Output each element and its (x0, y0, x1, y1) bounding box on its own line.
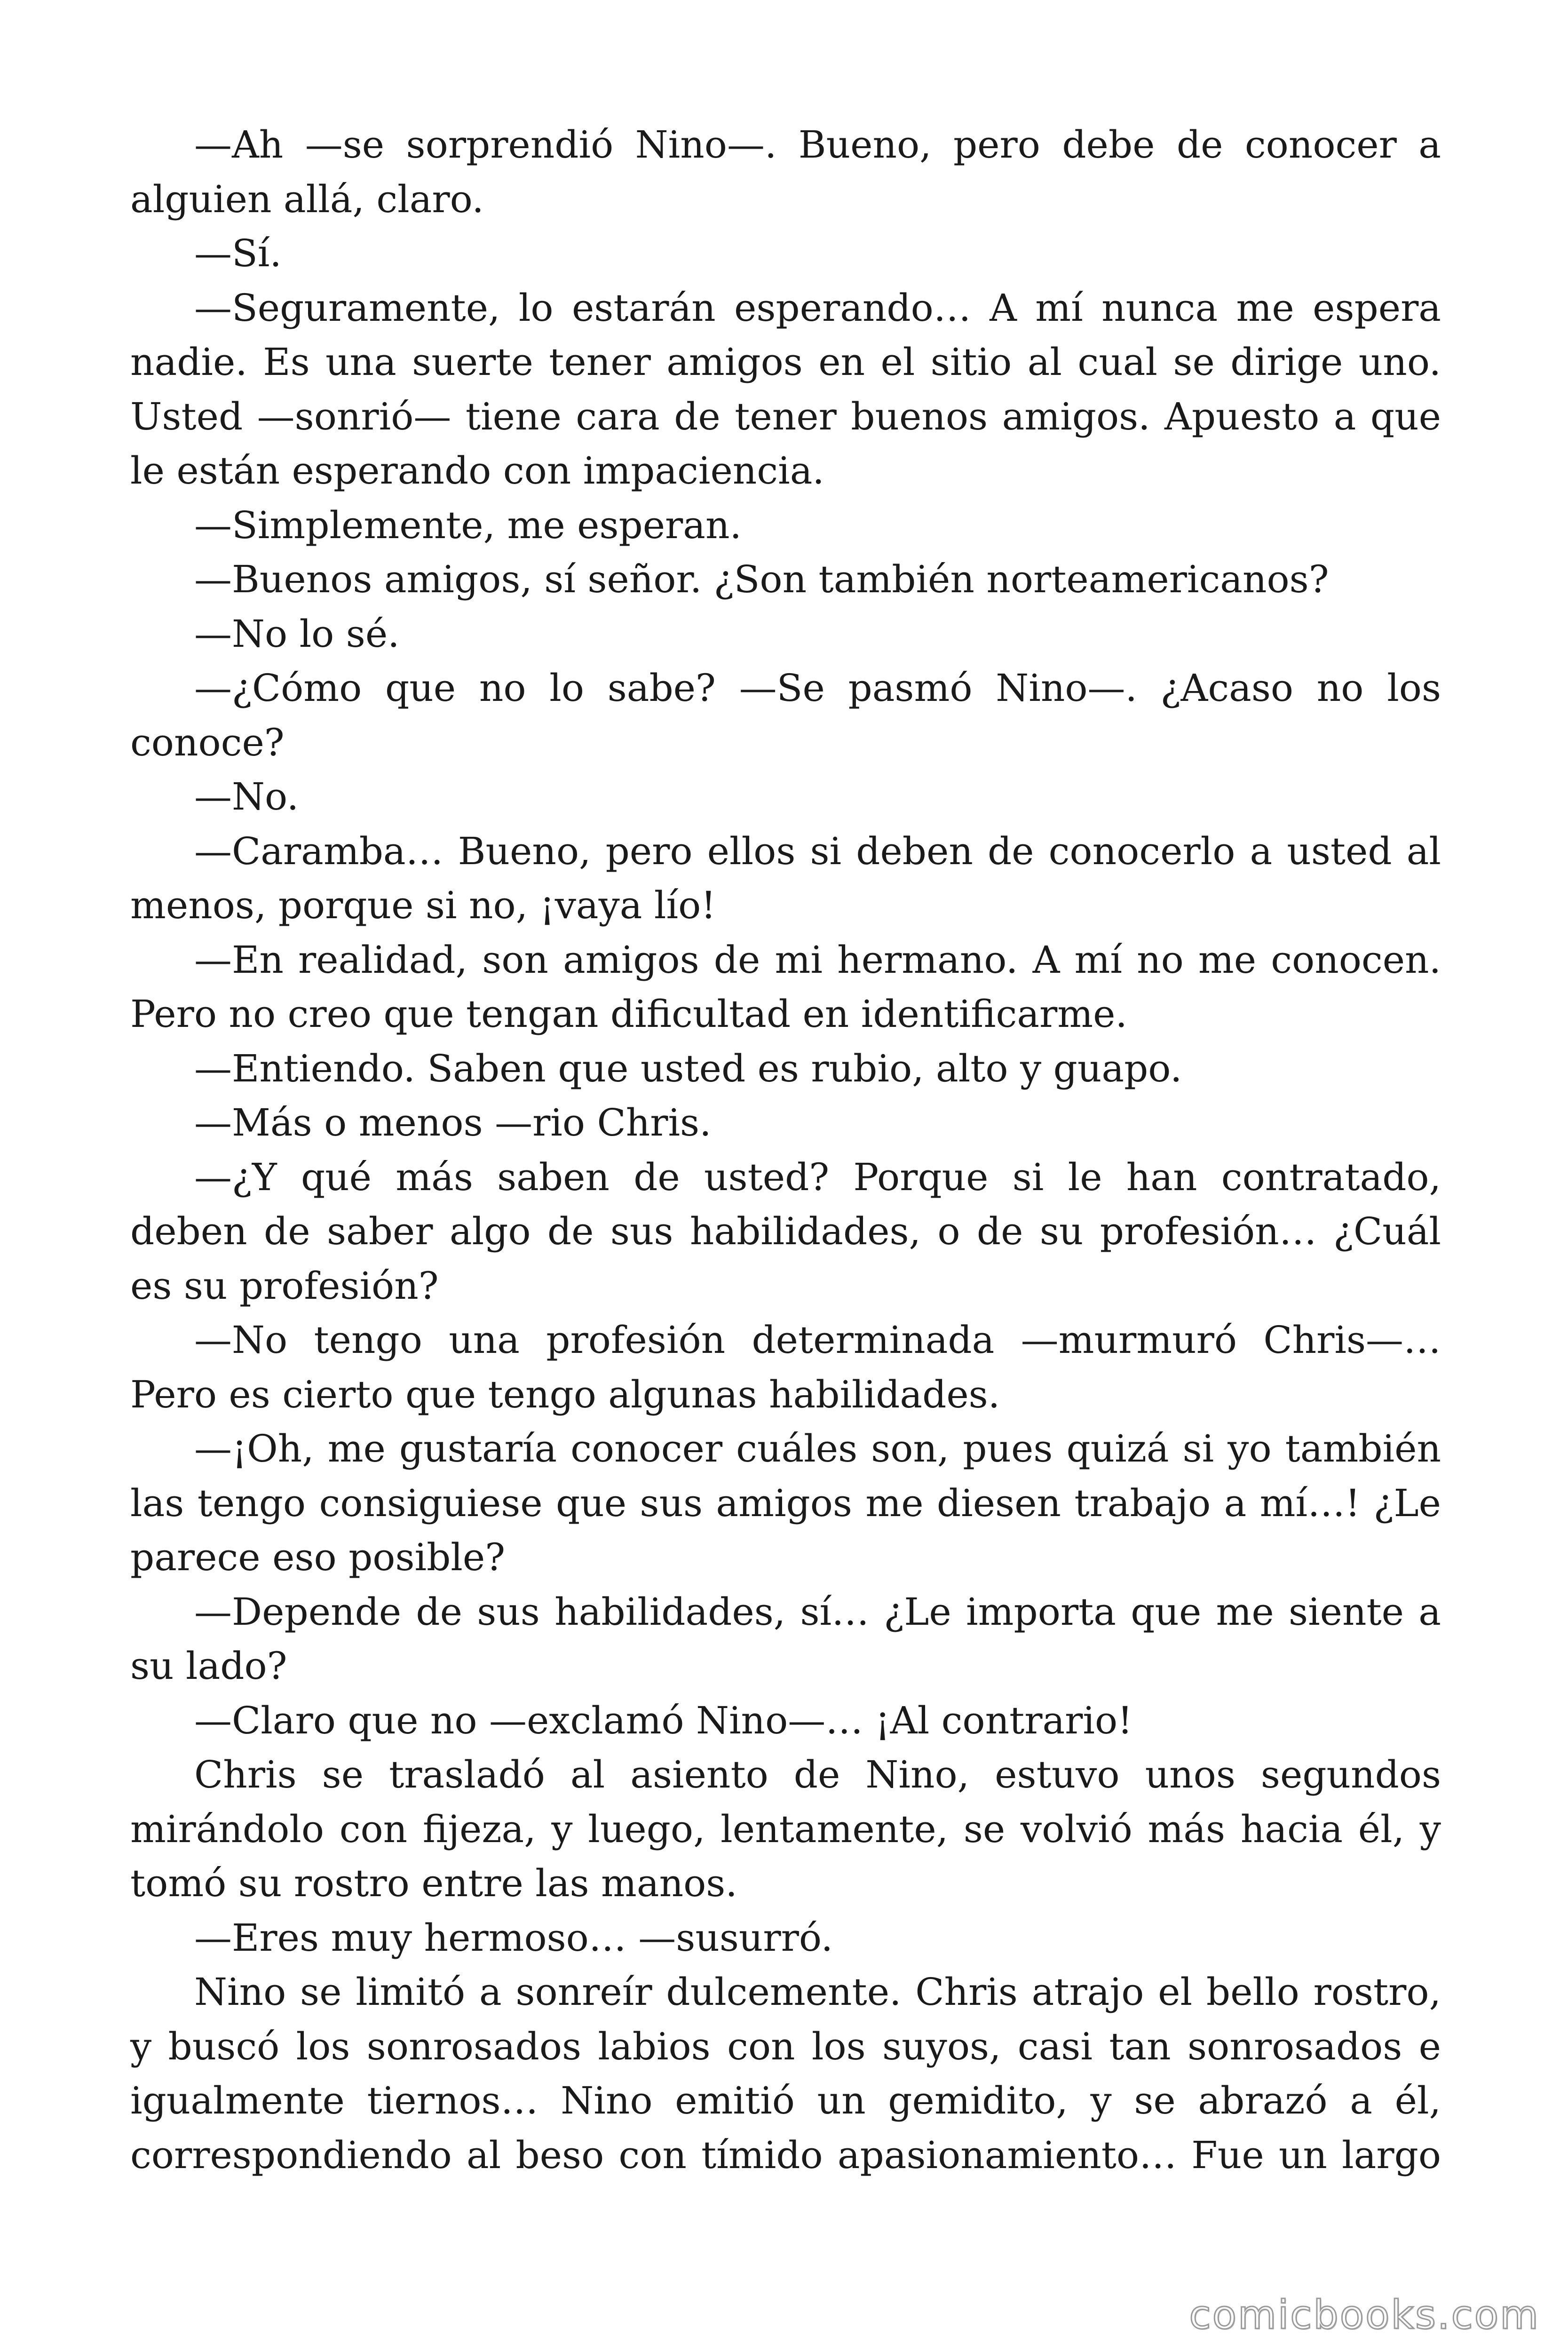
paragraph: —No lo sé. (194, 612, 400, 656)
paragraph: —Claro que no —exclamó Nino—… ¡Al contrario! (194, 1698, 1133, 1742)
paragraph: —Ah —se sorprendió Nino—. Bueno, pero debe de conocer a alguien allá, claro. (130, 123, 1441, 221)
paragraph: —¿Cómo que no lo sabe? —Se pasmó Nino—. ¿Acaso no los conoce? (130, 666, 1441, 764)
paragraph: —Sí. (194, 231, 282, 275)
paragraph: —Entiendo. Saben que usted es rubio, alto y guapo. (194, 1046, 1182, 1090)
paragraph: Chris se trasladó al asiento de Nino, estuvo unos segundos mirándolo con fijeza, y luego, lentamente, se volvió más hacia él, y tomó su rostro entre las manos. (130, 1753, 1441, 1905)
paragraph: —¡Oh, me gustaría conocer cuáles son, pues quizá si yo también las tengo consiguiese que sus amigos me diesen trabajo a mí…! ¿Le parece eso posible? (130, 1427, 1441, 1579)
paragraph: —En realidad, son amigos de mi hermano. A mí no me conocen. Pero no creo que tengan dificultad en identificarme. (130, 938, 1441, 1036)
paragraph: —No tengo una profesión determinada —murmuró Chris—… Pero es cierto que tengo algunas habilidades. (130, 1318, 1441, 1416)
body-text (130, 118, 1441, 2182)
paragraph: —Buenos amigos, sí señor. ¿Son también norteamericanos? (194, 557, 1329, 601)
paragraph: —Más o menos —rio Chris. (194, 1101, 712, 1144)
paragraph: —Seguramente, lo estarán esperando… A mí nunca me espera nadie. Es una suerte tener amigos en el sitio al cual se dirige uno. Usted —sonrió— tiene cara de tener buenos amigos. Apuesto a que le están esperando con impaciencia. (130, 286, 1441, 493)
paragraph: —Simplemente, me esperan. (194, 503, 742, 547)
watermark-logo: comicbooks.com (1189, 2292, 1540, 2338)
paragraph: —Eres muy hermoso… —susurró. (194, 1915, 833, 1960)
paragraph-continued: Nino se limitó a sonreír dulcemente. Chris atrajo el bello rostro, y buscó los sonrosados labios con los suyos, casi tan sonrosados e igualmente tiernos… Nino emitió un gemidito, y se abrazó a él, correspondiendo al beso con tímido apasionamiento… Fue un largo (130, 1970, 1441, 2177)
paragraph: —No. (194, 775, 299, 818)
paragraph: —¿Y qué más saben de usted? Porque si le han contratado, deben de saber algo de sus habilidades, o de su profesión… ¿Cuál es su profesión? (130, 1155, 1441, 1308)
paragraph: —Caramba… Bueno, pero ellos si deben de conocerlo a usted al menos, porque si no, ¡vaya lío! (130, 829, 1441, 927)
paragraph: —Depende de sus habilidades, sí… ¿Le importa que me siente a su lado? (130, 1589, 1441, 1688)
